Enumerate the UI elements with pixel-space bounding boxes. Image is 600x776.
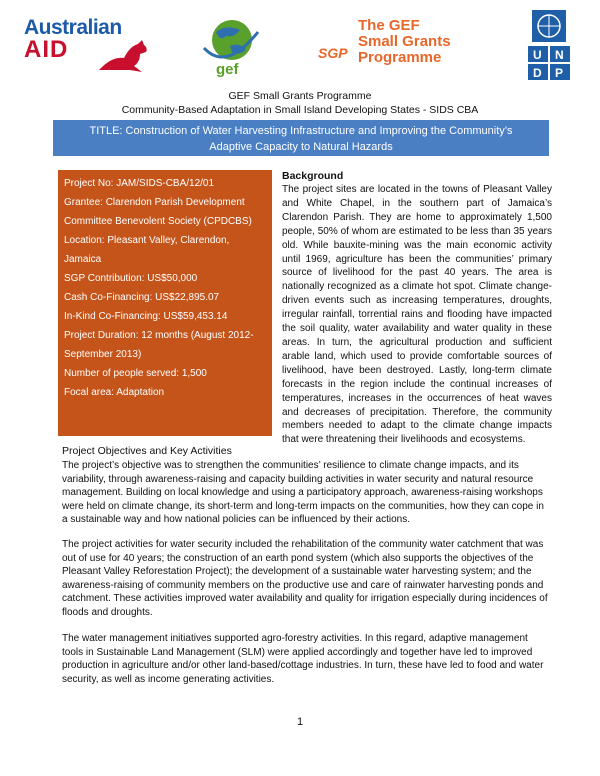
project-title-line1: TITLE: Construction of Water Harvesting Infrastructure and Improving the Community’s [89, 125, 513, 137]
australian-aid-line1: Australian [24, 16, 122, 39]
undp-letter-u: U [533, 48, 542, 62]
kangaroo-icon [94, 36, 154, 76]
objectives-heading: Project Objectives and Key Activities [62, 445, 232, 457]
page-number: 1 [296, 716, 304, 728]
grantee-line2: Committee Benevolent Society (CPDCBS) [64, 216, 252, 227]
project-facts-panel [58, 170, 272, 436]
undp-letter-p: P [555, 66, 564, 80]
background-heading: Background [282, 170, 344, 182]
objectives-paragraph-2: The project activities for water security included the rehabilitation of the community water catchment that was out of use for 40 years; the construction of an earth pond system (which also supports the objectives of the Pleasant Valley Reforestation Project); the development of a sustainable water harvesting system; and the awareness-raising of community members on the productive use and care of rainwater harvesting ponds and catchment. These activities improved water availability and quality for irrigation especially during incidences of floods and droughts. [62, 539, 548, 618]
grantee-line1: Grantee: Clarendon Parish Development [64, 197, 245, 208]
sgp-contribution: SGP Contribution: US$50,000 [64, 273, 198, 284]
undp-logo [518, 10, 580, 82]
objectives-paragraph-1: The project’s objective was to strengthen the communities’ resilience to climate change impacts, and its variability, through awareness-raising and capacity building activities in water security and natural resource management. Building on local knowledge and using a participatory approach, awareness-raising workshops were held on climate change, its short-term and long-term impacts on the communities, how they can cope in a sustainable way and how national policies can be influenced by their actions. [62, 460, 544, 526]
gef-text: gef [216, 61, 239, 78]
location-line2: Jamaica [64, 254, 102, 265]
project-number: Project No: JAM/SIDS-CBA/12/01 [64, 178, 215, 189]
duration-line1: Project Duration: 12 months (August 2012- [64, 330, 254, 341]
sgp-abbr: SGP [318, 45, 348, 61]
undp-letter-d: D [533, 66, 542, 80]
background-text: The project sites are located in the towns of Pleasant Valley and White Chapel, in the southern part of Jamaica’s Clarendon Parish. They are home to approximately 1,500 people, 50% of whom are estimated to be less than 35 years old. While bauxite-mining was the main economic activity until 1969, agriculture has been the communities’ primary source of livelihood for the past 40 years. The area is nationally recognized as a climate hot spot. Climate change-driven events such as increasing temperatures, droughts, irregular rainfall, torrential rains and flooding have impacted the soil quality, water availability and water quality in these areas. In turn, the agricultural production and sufficient arable land, which used to provide comfortable sources of livelihood, have been destroyed. Lastly, long-term climate forecasts in the region include the continual increases of temperatures, increases in the occurrences of heat waves and decreases of precipitation. Therefore, the community members needed to adapt to the climate change impacts that were threatening their livelihoods and ecosystems. [282, 184, 552, 446]
cash-cofinancing: Cash Co-Financing: US$22,895.07 [64, 292, 220, 303]
undp-emblem-icon [518, 10, 580, 82]
inkind-cofinancing: In-Kind Co-Financing: US$59,453.14 [64, 311, 228, 322]
gef-logo [196, 12, 266, 78]
programme-subtitle: Community-Based Adaptation in Small Island Developing States - SIDS CBA [121, 104, 479, 116]
australian-aid-line2: AID [24, 36, 69, 63]
australian-aid-logo [24, 18, 154, 74]
sgp-logo [316, 18, 466, 74]
programme-name: GEF Small Grants Programme [228, 90, 372, 102]
sgp-mark-icon [316, 18, 356, 74]
project-title-line2: Adaptive Capacity to Natural Hazards [209, 141, 393, 153]
undp-letter-n: N [555, 48, 564, 62]
sgp-line3: Programme [358, 49, 442, 66]
people-served: Number of people served: 1,500 [64, 368, 207, 379]
duration-line2: September 2013) [64, 349, 142, 360]
sgp-line2: Small Grants [358, 33, 451, 50]
location-line1: Location: Pleasant Valley, Clarendon, [64, 235, 230, 246]
sgp-line1: The GEF [358, 17, 420, 34]
focal-area: Focal area: Adaptation [64, 387, 165, 398]
objectives-paragraph-3: The water management initiatives supported agro-forestry activities. In this regard, adaptive management tools in Sustainable Land Management (SLM) were applied accordingly and together have led to improved production in agriculture and/or other land-based/cottage industries. In turn, these have led to food and water security, as well as income generating activities. [62, 633, 544, 685]
globe-icon [196, 12, 266, 78]
project-title-box [53, 120, 549, 156]
